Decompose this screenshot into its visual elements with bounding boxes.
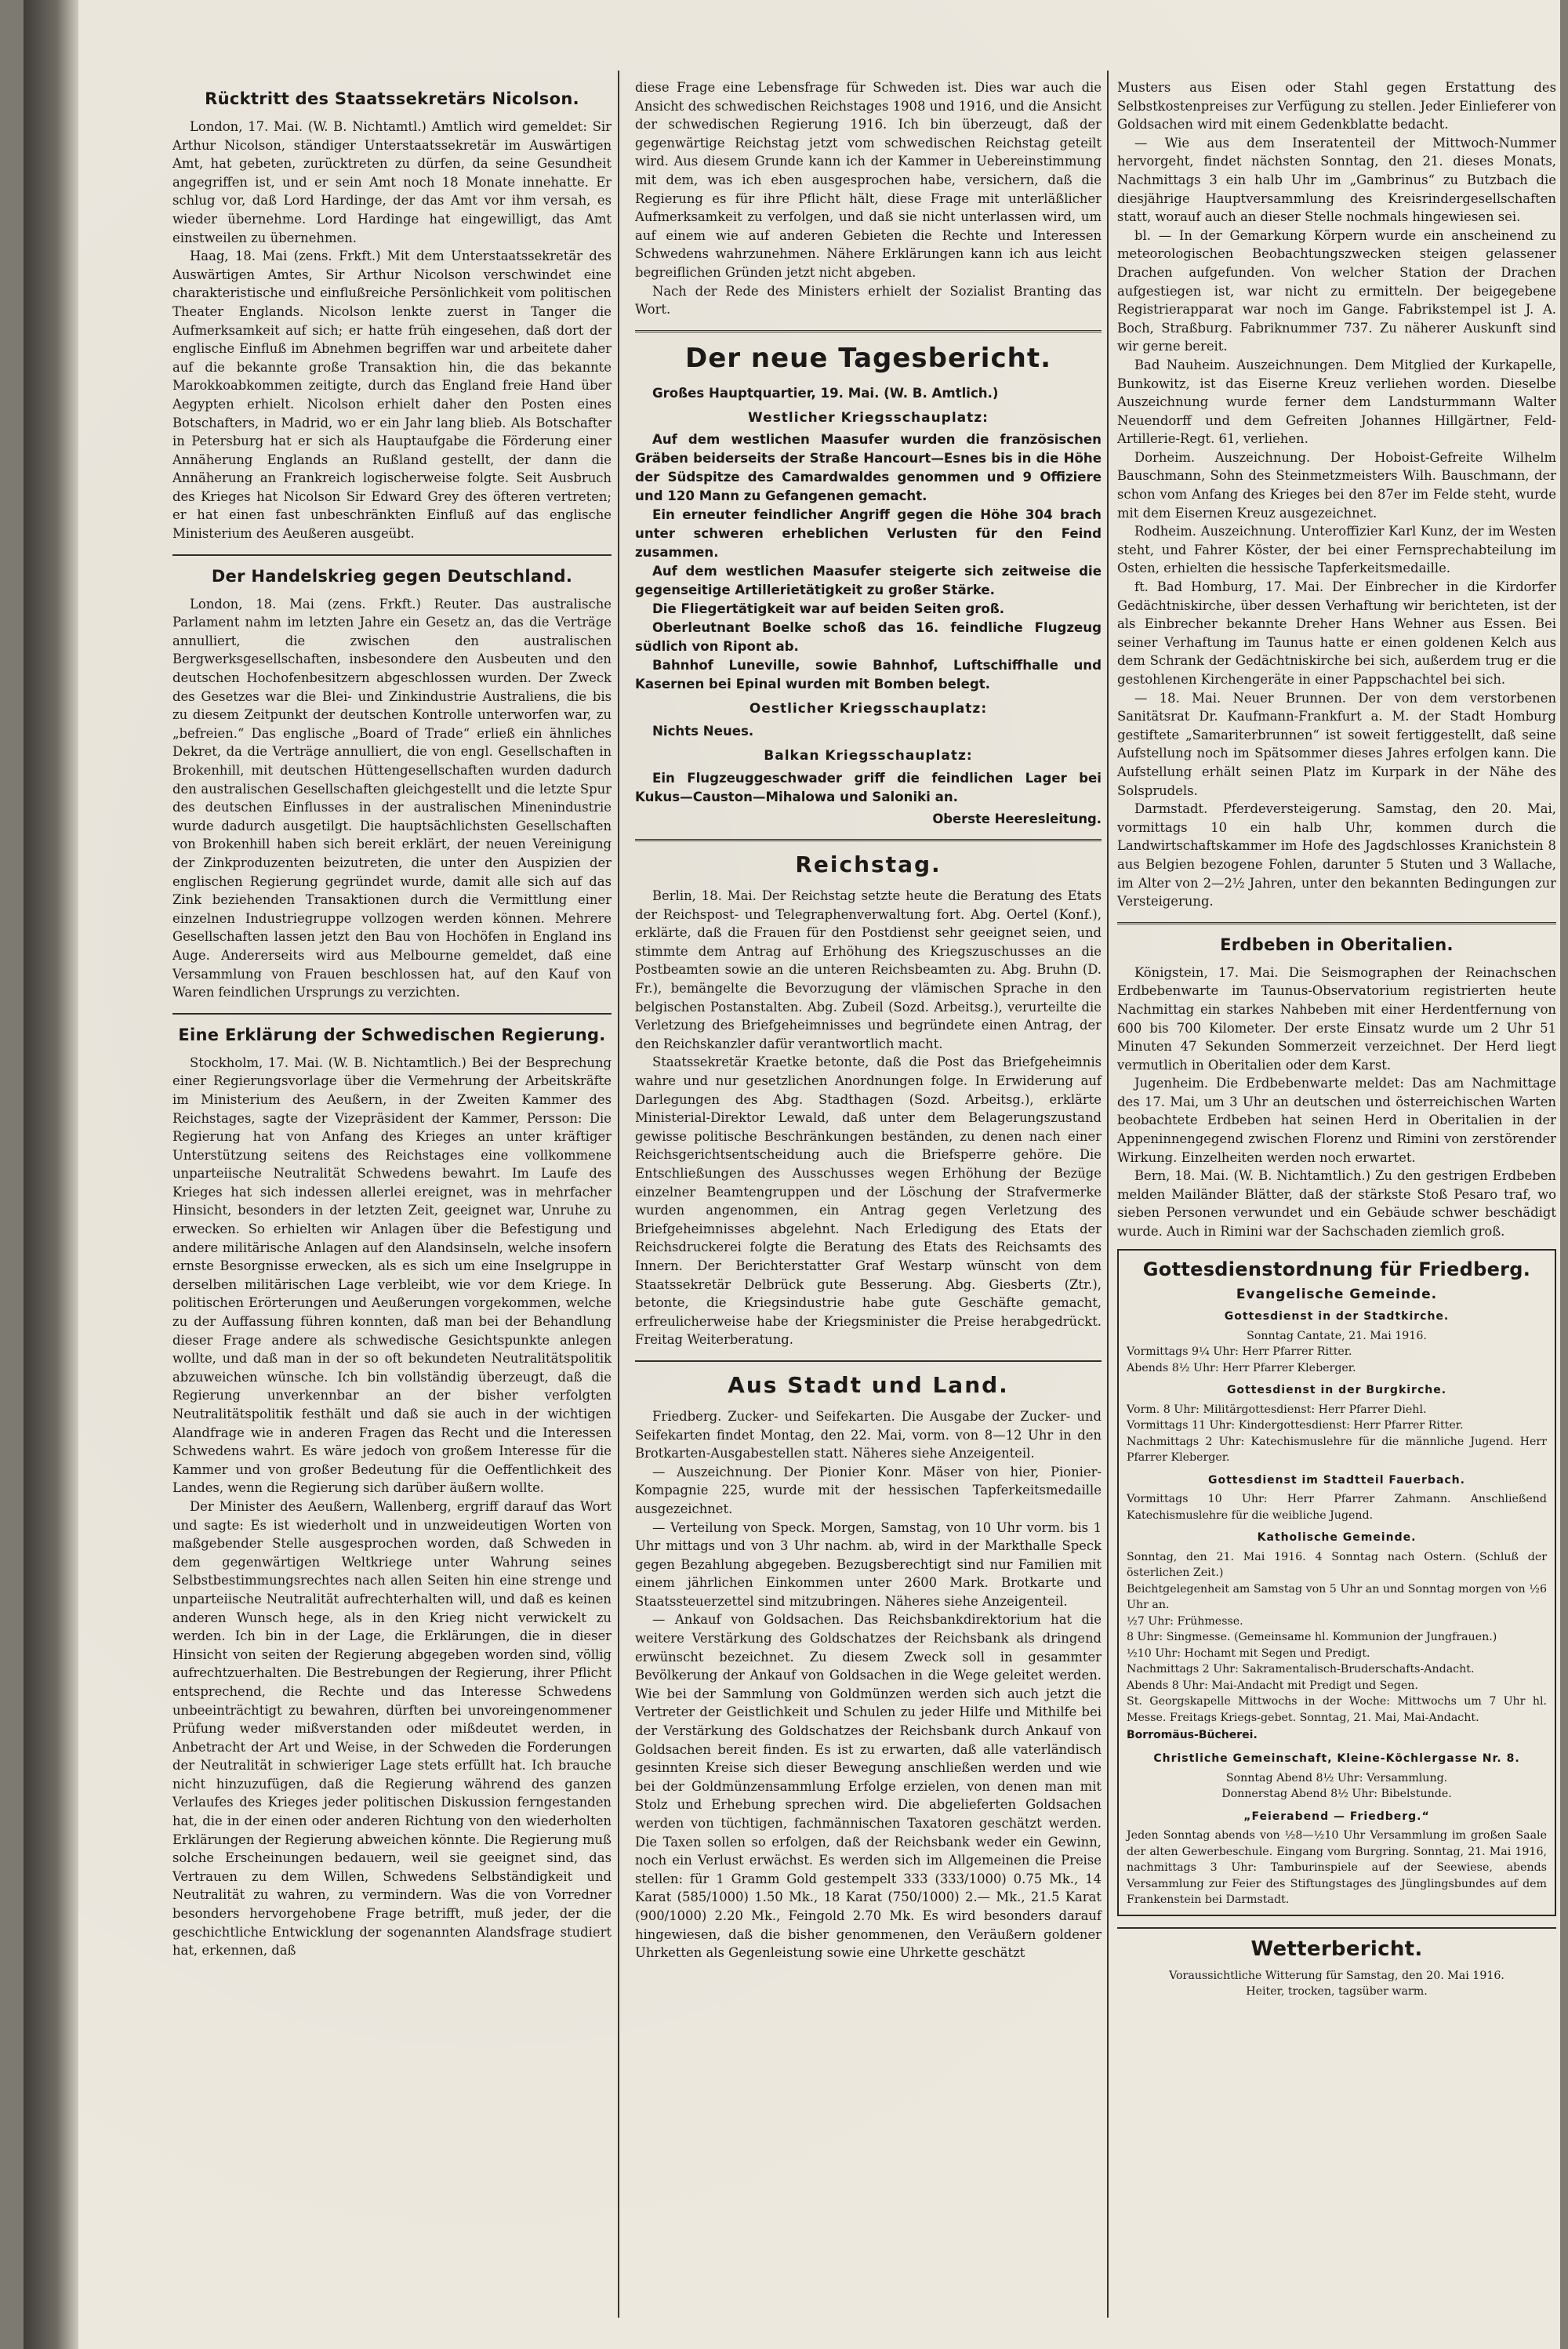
separator xyxy=(172,1013,612,1015)
fauerbach-head: Gottesdienst im Stadtteil Fauerbach. xyxy=(1208,1473,1465,1487)
tagesbericht-balkan-text: Ein Flugzeuggeschwader griff die feindlichen Lager bei Kukus—Causton—Mihalowa und Saloniki an. xyxy=(635,770,1102,804)
column-rule-1 xyxy=(618,71,619,2318)
fauerbach-line-1: Vormittags 10 Uhr: Herr Pfarrer Zahmann. Anschließend Katechismuslehre für die weibliche Jugend. xyxy=(1127,1493,1547,1522)
article-handelskrieg-title: Der Handelskrieg gegen Deutschland. xyxy=(211,566,573,586)
stadtkirche-line-2: Vormittags 9¼ Uhr: Herr Pfarrer Ritter. xyxy=(1127,1345,1352,1359)
note-3: Bad Nauheim. Auszeichnungen. Dem Mitglied der Kurkapelle, Bunkowitz, ist das Eiserne Kreuz verliehen worden. Dieselbe Auszeichnung wurde ferner dem Landsturmmann Walter Neuendorff und dem Gefreiten Johannes Hillgärtner, Feld-Artillerie-Regt. 61, verliehen. xyxy=(1117,357,1556,447)
schweden-branting: Nach der Rede des Ministers erhielt der Sozialist Branting das Wort. xyxy=(635,283,1102,318)
article-schweden-para-2: Der Minister des Aeußern, Wallenberg, ergriff darauf das Wort und sagte: Es ist wiederholt und in unzweideutigen Worten von maßgebender Stelle ausgesprochen worden, daß Schweden in dem gegenwärtigen Weltkriege unter Wahrung seines Selbstbestimmungsrechtes nach allen Seiten hin eine strenge und unparteiische Neutralität aufrechterhalten will, und daß es keinen anderen Wunsch hege, als in den Krieg nicht verwickelt zu werden. Ich bin in der Lage, die Erklärungen, die in dieser Hinsicht von seiten der Regierung abgegeben worden sind, völlig aufrechtzuerhalten. Die Bestrebungen der Regierung, ihrer Pflicht entsprechend, die Rechte und das Interesse Schwedens unbeeinträchtigt zu bewahren, dürften bei unvoreingenommener Prüfung weder mißverstanden oder mißdeutet werden, in Anbetracht der Art und Weise, in der Schweden die Forderungen der Neutralität in schwieriger Lage stets erfüllt hat. Ich brauche nicht hinzuzufügen, daß die Regierung während des ganzen Verlaufes des Krieges jeder politischen Diskussion ferngestanden hat, die in der einen oder anderen Richtung von den wiederholten Erklärungen der Regierung abweichen könnte. Die Regierung muß solche Erscheinungen bedauern, weil sie geeignet sind, das Vertrauen zu dem Willen, Schwedens Selbständigkeit und Neutralität zu wahren, zu vermindern. Was die von Vorredner besonders hervorgehobene Frage betrifft, muß jeder, der die geschichtliche Entwicklung der sogenannten Alandsfrage studiert hat, erkennen, daß xyxy=(172,1498,612,1959)
article-handelskrieg-para-1: London, 18. Mai (zens. Frkft.) Reuter. Das australische Parlament nahm im letzten Jahre ein Gesetz an, das die Verträge annulliert, die zwischen den australischen Bergwerksgesellschaften, insbesondere den Ausbeuten und den deutschen Hochofenbesitzern abgeschlossen wurden. Der Zweck des Gesetzes war die Blei- und Zinkindustrie Australiens, die bis zu diesem Zeitpunkt der deutschen Kontrolle unterworfen war, zu „befreien.“ Das englische „Board of Trade“ erließ ein ähnliches Dekret, da die Verträge annulliert, die von engl. Gesellschaften in Brokenhill, mit deutschen Hüttengesellschaften wurden dadurch den australischen Gesellschaften gleichgestellt und die letzte Spur des deutschen Einflusses in der australischen Minenindustrie wurde dadurch ausgetilgt. Die hauptsächlichsten Gesellschaften von Brokenhill haben sich bereit erklärt, der neuen Vereinigung der Zinkproduzenten beizutreten, die unter den Auspizien der englischen Regierung gegründet wurde, damit alle sich auf das Zink beziehenden Transaktionen durch die Vermittlung einer einzelnen Industriegruppe vollzogen werden können. Mehrere Gesellschaften lassen jetzt den Bau von Hochöfen in England ins Auge. Andererseits wird aus Melbourne gemeldet, daß eine Versammlung von Frauen beschlossen hat, auf den Kauf von Waren feindlichen Ursprungs zu verzichten. xyxy=(172,596,612,1000)
kath-line-6: Nachmittags 2 Uhr: Sakramentalisch-Bruderschafts-Andacht. xyxy=(1127,1663,1475,1676)
tagesbericht-ost-head: Oestlicher Kriegsschauplatz: xyxy=(749,701,988,717)
stadt-land-title: Aus Stadt und Land. xyxy=(728,1371,1009,1398)
column-rule-2 xyxy=(1107,71,1109,2318)
separator xyxy=(172,554,612,556)
note-7: — 18. Mai. Neuer Brunnen. Der von dem verstorbenen Sanitätsrat Dr. Kaufmann-Frankfurt a. M. der Stadt Homburg gestiftete „Samariterbrunnen“ ist soweit fertiggestellt, daß seine Aufstellung noch im Spätsommer dieses Jahres erfolgen kann. Die Aufstellung erhält seinen Platz im Kurpark in der Nähe des Solsprudels. xyxy=(1117,690,1556,798)
wetter-title: Wetterbericht. xyxy=(1250,1937,1423,1961)
kath-line-9: Borromäus-Bücherei. xyxy=(1127,1729,1258,1742)
tagesbericht-west-6: Bahnhof Luneville, sowie Bahnhof, Luftschiffhalle und Kasernen bei Epinal wurden mit Bomben belegt. xyxy=(635,658,1102,692)
goldsachen-continued: Musters aus Eisen oder Stahl gegen Erstattung des Selbstkostenpreises zur Verfügung zu stellen. Jeder Einlieferer von Goldsachen wird mit einem Gedenkblatte bedacht. xyxy=(1117,80,1556,133)
stadtkirche-line-1: Sonntag Cantate, 21. Mai 1916. xyxy=(1247,1329,1427,1342)
separator xyxy=(635,839,1102,841)
article-schweden-para-1: Stockholm, 17. Mai. (W. B. Nichtamtlich.) Bei der Besprechung einer Regierungsvorlage über die Vermehrung der Arbeitskräfte im Ministerium des Aeußern, in der Zweiten Kammer des Reichstages, sagte der Vizepräsident der Kammer, Persson: Die Regierung hat von Anfang des Krieges an unter kräftiger Unterstützung seitens des Reichstages eine vollkommene unparteiische Neutralität Schwedens bewahrt. Im Laufe des Krieges hat sich indessen allerlei ereignet, was in mehrfacher Hinsicht, besonders in der letzten Zeit, geeignet war, Unruhe zu erwecken. So erhielten wir Anlagen über die Befestigung und andere militärische Anlagen auf den Alandsinseln, welche insofern ernste Besorgnisse erwecken, als es sich um eine Inselgruppe in derselben militärischen Lage verbleibt, wie vor dem Kriege. In politischen Erörterungen und Aeußerungen vorgekommen, welche zu der Auffassung führen konnten, daß man bei der Behandlung dieser Frage andere als schwedische Gesichtspunkte anlegen wollte, und daß man in der so oft bekundeten Neutralitätspolitik abzuweichen wünsche. Ich bin vollständig überzeugt, daß die Regierung unverkennbar an der bisher verfolgten Neutralitätspolitik festhält und daß sie auch in der wichtigen Alandfrage wie in anderen Fragen das Recht und die Interessen Schwedens wahrt. Es wäre jedoch von großem Interesse für die Kammer und von großer Bedeutung für die Oeffentlichkeit des Landes, wenn die Regierung sich darüber äußern wollte. xyxy=(172,1055,612,1496)
tagesbericht-west-4: Die Fliegertätigkeit war auf beiden Seiten groß. xyxy=(652,601,1005,617)
separator xyxy=(635,330,1102,332)
stadt-para-1: Friedberg. Zucker- und Seifekarten. Die Ausgabe der Zucker- und Seifekarten findet Montag, den 22. Mai, vorm. von 8—12 Uhr in den Brotkarten-Ausgabestellen statt. Näheres siehe Anzeigenteil. xyxy=(635,1408,1102,1461)
column-2 xyxy=(635,78,1102,1962)
stadtkirche-head: Gottesdienst in der Stadtkirche. xyxy=(1224,1310,1450,1323)
christ-head: Christliche Gemeinschaft, Kleine-Köchlergasse Nr. 8. xyxy=(1153,1752,1520,1766)
erdbeben-para-3: Bern, 18. Mai. (W. B. Nichtamtlich.) Zu den gestrigen Erdbeben melden Mailänder Blätter, daß der stärkste Stoß Pesaro traf, wo sieben Personen verwundet und ein Gebäude schwer beschädigt wurde. Auch in Rimini war der Sachschaden ziemlich groß. xyxy=(1117,1168,1556,1240)
column-1 xyxy=(172,78,612,1960)
separator xyxy=(635,1360,1102,1362)
gottesdienst-title: Gottesdienstordnung für Friedberg. xyxy=(1142,1258,1531,1280)
note-6: ft. Bad Homburg, 17. Mai. Der Einbrecher in die Kirdorfer Gedächtniskirche, über dessen Verhaftung wir berichteten, ist der als Einbrecher bekannte Dreher Hans Wehner aus Essen. Bei seiner Verhaftung im Taunus hatte er einen goldenen Kelch aus dem Schrank der Gedächtniskirche bei sich, außerdem trug er die gestohlenen Kirchengeräte in einer Pappschachtel bei sich. xyxy=(1117,579,1556,687)
note-4: Dorheim. Auszeichnung. Der Hoboist-Gefreite Wilhelm Bauschmann, Sohn des Steinmetzmeisters Wilh. Bauschmann, der schon vom Anfang des Krieges bei den 87er im Felde steht, wurde mit dem Eisernen Kreuz ausgezeichnet. xyxy=(1117,449,1556,521)
erdbeben-para-1: Königstein, 17. Mai. Die Seismographen der Reinachschen Erdbebenwarte im Taunus-Observatorium registrierten heute Nachmittag ein starkes Nahbeben mit einer Herdentfernung von 600 bis 700 Kilometer. Der erste Einsatz wurde um 2 Uhr 51 Minuten 47 Sekunden Sommerzeit verzeichnet. Der Herd liegt vermutlich in Oberitalien oder dem Karst. xyxy=(1117,964,1556,1073)
reichstag-para-2: Staatssekretär Kraetke betonte, daß die Post das Briefgeheimnis wahre und nur gesetzlichen Anordnungen folge. In Erwiderung auf Darlegungen des Abg. Stadthagen (Sozd. Arbeitsg.), erklärte Ministerial-Direktor Lewald, daß unter dem Belagerungszustand gewisse politische Beschränkungen beständen, zu denen nach einer Reichsgerichtsentscheidung auch die Briefsperre gehöre. Die Entschließungen des Ausschusses wegen Erhöhung der Bezüge einzelner Beamtengruppen und der Löschung der Strafvermerke wurden angenommen, ein Antrag gegen Verletzung des Briefgeheimnisses abgelehnt. Nach Erledigung des Etats der Reichsdruckerei folgte die Beratung des Etats des Reichsamts des Innern. Der Berichterstatter Graf Westarp wünscht von dem Staatssekretär Delbrück gute Besserung. Abg. Giesberts (Ztr.), betonte, die Kriegsindustrie habe gute Geschäfte gemacht, erfreulicherweise habe der Kriegsminister die Preise herabgedrückt. Freitag Weiterberatung. xyxy=(635,1055,1102,1348)
note-5: Rodheim. Auszeichnung. Unteroffizier Karl Kunz, der im Westen steht, und Fahrer Köster, der bei einer Fernsprechabteilung im Osten, erhielten die hessische Tapferkeitsmedaille. xyxy=(1117,524,1556,576)
wetter-line-1: Voraussichtliche Witterung für Samstag, den 20. Mai 1916. xyxy=(1169,1969,1504,1982)
separator xyxy=(1117,1927,1556,1929)
kath-line-1: Sonntag, den 21. Mai 1916. 4 Sonntag nach Ostern. (Schluß der österlichen Zeit.) xyxy=(1127,1550,1547,1580)
tagesbericht-west-head: Westlicher Kriegsschauplatz: xyxy=(748,409,989,426)
article-nicolson-para-2: Haag, 18. Mai (zens. Frkft.) Mit dem Unterstaatssekretär des Auswärtigen Amtes, Sir Arthur Nicolson verschwindet eine charakteristische und einflußreiche Persönlichkeit vom politischen Theater Englands. Nicolson lenkte zuerst in Tanger die Aufmerksamkeit auf sich; er hatte früh eingesehen, daß dort der englische Einfluß im Abnehmen begriffen war und arbeitete daher auf die bekannte große Transaktion hin, die das bekannte Marokkoabkommen zeitigte, durch das England freie Hand über Aegypten erhielt. Nicolson erhielt daher den Posten eines Botschafters, in Madrid, wo er ein Jahr lang blieb. Als Botschafter in Petersburg hat er sich als Hauptaufgabe die Förderung einer Annäherung Englands an Rußland gestellt, der dann die Annäherung an Frankreich logischerweise folgte. Seit Ausbruch des Krieges hat Nicolson Sir Edward Grey des öfteren vertreten; er hat einen fast unbeschränkten Einfluß auf das englische Ministerium des Aeußeren ausgeübt. xyxy=(172,249,612,542)
feierabend-head: „Feierabend — Friedberg.“ xyxy=(1243,1810,1430,1823)
christ-line-2: Donnerstag Abend 8½ Uhr: Bibelstunde. xyxy=(1221,1788,1452,1801)
tagesbericht-west-5: Oberleutnant Boelke schoß das 16. feindliche Flugzeug südlich von Ripont ab. xyxy=(635,620,1102,655)
tagesbericht-dateline: Großes Hauptquartier, 19. Mai. (W. B. Amtlich.) xyxy=(652,385,999,401)
burgkirche-line-2: Vormittags 11 Uhr: Kindergottesdienst: Herr Pfarrer Ritter. xyxy=(1127,1419,1464,1432)
tagesbericht-signoff: Oberste Heeresleitung. xyxy=(932,811,1102,826)
kath-line-3: ½7 Uhr: Frühmesse. xyxy=(1127,1614,1243,1628)
schweden-continued: diese Frage eine Lebensfrage für Schweden ist. Dies war auch die Ansicht des schwedischen Reichstages 1908 und 1916, und die Ansicht der schwedischen Regierung 1916. Ich bin überzeugt, daß der gegenwärtige Reichstag jetzt vom schwedischen Reichstag geteilt wird. Aus diesem Grunde kann ich der Kammer in Uebereinstimmung mit dem, was ich eben ausgesprochen habe, versichern, daß die Regierung es für ihre Pflicht hält, diese Frage mit unterläßlicher Aufmerksamkeit zu verfolgen, und daß sie nicht unterlassen wird, um auf einem wie auf anderen Gebieten die Rechte und Interessen Schwedens wahrzunehmen. Nähere Erklärungen kann ich aus leicht begreiflichen Gründen jetzt nicht abgeben. xyxy=(635,80,1102,280)
tagesbericht-title: Der neue Tagesbericht. xyxy=(685,342,1051,374)
burgkirche-head: Gottesdienst in der Burgkirche. xyxy=(1226,1384,1447,1397)
kath-line-8: St. Georgskapelle Mittwochs in der Woche: Mittwochs um 7 Uhr hl. Messe. Freitags Kriegs-gebet. Sonntag, 21. Mai, Mai-Andacht. xyxy=(1127,1695,1547,1724)
note-2: bl. — In der Gemarkung Körpern wurde ein anscheinend zu meteorologischen Beobachtungszwecken steigen gelassener Drachen aufgefunden. Von welcher Station der Drachen aufgestiegen ist, war nicht zu ermitteln. Der beigegebene Registrierapparat war noch im Gange. Fabrikstempel ist J. A. Boch, Straßburg. Fabriknummer 737. Zu näherer Auskunft sind wir gerne bereit. xyxy=(1117,227,1556,354)
stadt-para-2: — Auszeichnung. Der Pionier Konr. Mäser von hier, Pionier-Kompagnie 225, wurde mit der hessischen Tapferkeitsmedaille ausgezeichnet. xyxy=(635,1464,1102,1516)
gottesdienst-box xyxy=(1117,1249,1556,1916)
burgkirche-line-1: Vorm. 8 Uhr: Militärgottesdienst: Herr Pfarrer Diehl. xyxy=(1127,1403,1427,1416)
article-nicolson-title: Rücktritt des Staatssekretärs Nicolson. xyxy=(205,89,579,108)
column-3 xyxy=(1117,78,1556,2000)
article-schweden-title: Eine Erklärung der Schwedischen Regierung. xyxy=(178,1025,606,1044)
note-1: — Wie aus dem Inseratenteil der Mittwoch-Nummer hervorgeht, findet nächsten Sonntag, den 21. dieses Monats, Nachmittags 3 ein halb Uhr im „Gambrinus“ zu Butzbach die diesjährige Hauptversammlung des Kreisrindergesellschaften statt, worauf auch an dieser Stelle nochmals hingewiesen sei. xyxy=(1117,135,1556,225)
stadt-para-4: — Ankauf von Goldsachen. Das Reichsbankdirektorium hat die weitere Verstärkung des Goldschatzes der Reichsbank als dringend erwünscht bezeichnet. Zu diesem Zweck soll in gesammter Bevölkerung der Ankauf von Goldsachen in die Wege geleitet werden. Wie bei der Sammlung von Goldmünzen werden sich auch jetzt die Vertreter der Geistlichkeit und Schulen zu jeder Hilfe und Mithilfe bei der Verstärkung des Goldschatzes der Reichsbank durch Ankauf von Goldsachen bereit finden. Es ist zu erwarten, daß alle vaterländisch gesinnten Kreise sich dieser Bewegung anschließen werden und wie bei der Goldmünzensammlung Erfolge erzielen, von denen man mit Stolz und Erhebung sprechen wird. Die abgelieferten Goldsachen werden von tüchtigen, fachmännischen Taxatoren geschätzt werden. Die Taxen sollen so erfolgen, daß der Reichsbank weder ein Gewinn, noch ein Verlust erwächst. Es werden sich im Allgemeinen die Preise stellen: für 1 Gramm Gold gestempelt 333 (333/1000) 0.75 Mk., 14 Karat (585/1000) 1.50 Mk., 18 Karat (750/1000) 2.— Mk., 21.5 Karat (900/1000) 2.20 Mk., Feingold 2.70 Mk. Es wird besonders darauf hingewiesen, daß die bisher genommenen, den Veräußern goldener Uhrketten als Gegenleistung sowie eine Uhrkette geschätzt xyxy=(635,1612,1102,1961)
kath-line-7: Abends 8 Uhr: Mai-Andacht mit Predigt und Segen. xyxy=(1127,1679,1418,1692)
separator xyxy=(1117,922,1556,924)
note-8: Darmstadt. Pferdeversteigerung. Samstag, den 20. Mai, vormittags 10 ein halb Uhr, kommen durch die Landwirtschaftskammer im Hofe des Jagdschlosses Kranichstein 8 aus Belgien bezogene Fohlen, darunter 5 Stuten und 3 Wallache, im Alter von 2—2½ Jahren, unter den bekannten Bedingungen zur Versteigerung. xyxy=(1117,801,1556,909)
stadtkirche-line-3: Abends 8½ Uhr: Herr Pfarrer Kleberger. xyxy=(1127,1361,1356,1374)
tagesbericht-balkan-head: Balkan Kriegsschauplatz: xyxy=(764,747,973,764)
article-nicolson-para-1: London, 17. Mai. (W. B. Nichtamtl.) Amtlich wird gemeldet: Sir Arthur Nicolson, ständiger Unterstaatssekretär im Auswärtigen Amt, hat gebeten, zurücktreten zu dürfen, da seine Gesundheit angegriffen ist, und er sein Amt noch 18 Monate innehatte. Er schlug vor, daß Lord Hardinge, der das Amt vor ihm versah, es wieder übernehme. Lord Hardinge hat eingewilligt, das Amt einstweilen zu übernehmen. xyxy=(172,119,612,245)
kath-line-5: ½10 Uhr: Hochamt mit Segen und Predigt. xyxy=(1127,1646,1370,1660)
tagesbericht-west-3: Auf dem westlichen Maasufer steigerte sich zeitweise die gegenseitige Artillerietätigkeit zu großer Stärke. xyxy=(635,564,1102,598)
reichstag-para-1: Berlin, 18. Mai. Der Reichstag setzte heute die Beratung des Etats der Reichspost- und Telegraphenverwaltung fort. Abg. Oertel (Konf.), erklärte, daß die Frauen für den Postdienst sehr geeignet seien, und stimmte dem Antrag auf Erhöhung des Kriegszuschusses an die Postbeamten sowie an die unteren Reichsbeamten zu. Abg. Bruhn (D. Fr.), bemängelte die Bevorzugung der vlämischen Sprache in den belgischen Postanstalten. Abg. Zubeil (Sozd. Arbeitsg.), verurteilte die Verletzung des Briefgeheimnisses und begründete einen Antrag, der den Reichskanzler dafür verantwortlich macht. xyxy=(635,888,1102,1051)
kath-line-4: 8 Uhr: Singmesse. (Gemeinsame hl. Kommunion der Jungfrauen.) xyxy=(1127,1631,1497,1644)
kath-head: Katholische Gemeinde. xyxy=(1257,1531,1417,1545)
erdbeben-para-2: Jugenheim. Die Erdbebenwarte meldet: Das am Nachmittage des 17. Mai, um 3 Uhr an deutschen und österreichischen Warten beobachtete Erdbeben hat seinen Herd in Oberitalien in der Appeninnengegend zwischen Florenz und Rimini von zerstörender Wirkung. Einzelheiten werden noch erwartet. xyxy=(1117,1076,1556,1165)
reichstag-title: Reichstag. xyxy=(795,851,942,878)
tagesbericht-ost-text: Nichts Neues. xyxy=(652,723,754,739)
christ-line-1: Sonntag Abend 8½ Uhr: Versammlung. xyxy=(1225,1771,1448,1784)
burgkirche-line-3: Nachmittags 2 Uhr: Katechismuslehre für die männliche Jugend. Herr Pfarrer Kleberger. xyxy=(1127,1435,1547,1465)
page-binding-shadow xyxy=(24,0,78,2349)
newspaper-page xyxy=(24,0,1560,2349)
tagesbericht-west-2: Ein erneuter feindlicher Angriff gegen die Höhe 304 brach unter schweren erheblichen Verlusten für den Feind zusammen. xyxy=(635,507,1102,561)
kath-line-2: Beichtgelegenheit am Samstag von 5 Uhr an und Sonntag morgen von ½6 Uhr an. xyxy=(1127,1582,1547,1612)
feierabend-text: Jeden Sonntag abends von ½8—½10 Uhr Versammlung im großen Saale der alten Gewerbeschule. Eingang vom Burgring. Sonntag, 21. Mai 1916, nachmittags 3 Uhr: Tamburinspiele auf der Seewiese, abends Versammlung zur Feier des Stiftungstages des Jünglingsbundes auf dem Frankenstein bei Darmstadt. xyxy=(1127,1829,1547,1907)
ev-head: Evangelische Gemeinde. xyxy=(1236,1286,1438,1302)
erdbeben-title: Erdbeben in Oberitalien. xyxy=(1220,935,1454,954)
tagesbericht-west-1: Auf dem westlichen Maasufer wurden die französischen Gräben beiderseits der Straße Hancourt—Esnes bis in die Höhe der Südspitze des Camardwaldes genommen und 9 Offiziere und 120 Mann zu Gefangenen gemacht. xyxy=(635,432,1102,504)
stadt-para-3: — Verteilung von Speck. Morgen, Samstag, von 10 Uhr vorm. bis 1 Uhr mittags und von 3 Uhr nachm. ab, wird in der Markthalle Speck gegen Bezahlung abgegeben. Bezugsberechtigt sind nur Familien mit einem jährlichen Einkommen unter 2600 Mark. Brotkarte und Staatssteuerzettel sind mitzubringen. Näheres siehe Anzeigenteil. xyxy=(635,1519,1102,1609)
wetter-line-2: Heiter, trocken, tagsüber warm. xyxy=(1246,1985,1428,1999)
